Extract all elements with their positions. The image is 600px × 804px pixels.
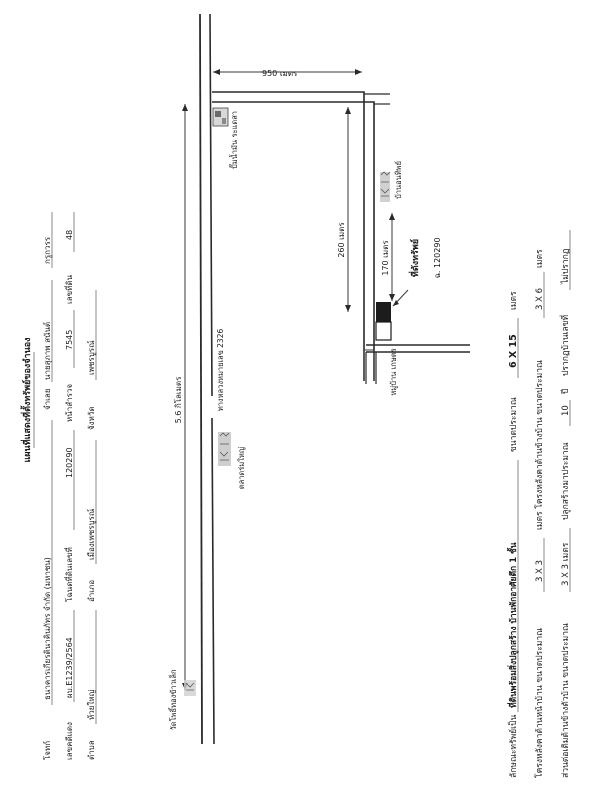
market-landmark-icon bbox=[218, 432, 231, 466]
province-prefix: จังหวัด bbox=[87, 406, 96, 430]
desc1-size: 6 X 15 bbox=[508, 334, 519, 368]
landmark-house-label: บ้านอนทิพย์ bbox=[394, 160, 403, 200]
landmark-village-label: หมู่บ้าน เกษตร bbox=[389, 348, 398, 396]
description-line-2 bbox=[534, 249, 545, 778]
property-marker bbox=[376, 302, 391, 340]
plaintiff-name: ธนาคารเกียรตินาคินภัทร จำกัด (มหาชน) bbox=[43, 557, 52, 700]
desc3-house: ไม่ปรากฏ bbox=[561, 248, 571, 284]
desc1-unit: เมตร bbox=[509, 291, 519, 310]
desc2-prefix: โครงหลังคาด้านหน้าบ้าน ขนาดประมาณ bbox=[535, 627, 545, 778]
landmark-temple-label: วัดโพธิ์ทองข้าวเล็ก bbox=[169, 669, 178, 731]
temple-landmark-icon bbox=[184, 680, 196, 696]
case-number: ผบ.E1239/2564 bbox=[65, 637, 74, 698]
house-landmark-icon bbox=[380, 172, 390, 202]
province: เพชรบูรณ์ bbox=[87, 340, 96, 375]
survey-number: 7545 bbox=[65, 329, 74, 350]
subdistrict-prefix: ตำบล bbox=[87, 740, 96, 760]
desc3-size: 3 X 3 เมตร bbox=[561, 542, 571, 586]
gas-station-icon bbox=[213, 108, 228, 126]
header-row-3 bbox=[86, 290, 97, 760]
dim-56-arrow-top bbox=[182, 104, 188, 111]
description-line-1 bbox=[506, 291, 519, 778]
district-prefix: อำเภอ bbox=[87, 579, 96, 602]
property-deed-label: ฉ. 120290 bbox=[433, 237, 442, 279]
dim-950-arrow-left bbox=[213, 69, 220, 75]
dim-260-label: 260 เมตร bbox=[337, 222, 346, 258]
survey-prefix: หน้าสำรวจ bbox=[65, 383, 74, 422]
desc1-prefix: ลักษณะทรัพย์เป็น bbox=[509, 714, 519, 778]
dim-170-arrow-bottom bbox=[389, 294, 395, 301]
case-prefix: เลขคดีแดง bbox=[65, 722, 74, 760]
highway-name-label: ทางหลวงหมายเลข 2326 bbox=[216, 328, 225, 412]
dim-950-arrow-right bbox=[355, 69, 362, 75]
highway-right-edge-bottom bbox=[212, 418, 214, 744]
highway-left-edge bbox=[200, 14, 202, 744]
plaintiff-prefix: โจทก์ bbox=[43, 740, 52, 760]
land-number: 48 bbox=[65, 229, 74, 240]
desc1-value: ที่ดินพร้อมสิ่งปลูกสร้าง บ้านพักอาศัยตึก 1 ชั้น bbox=[509, 542, 519, 708]
dim-56-label: 5.6 กิโลเมตร bbox=[174, 376, 183, 424]
subdistrict: ห้วยใหญ่ bbox=[87, 689, 96, 720]
desc2-unit: เมตร bbox=[535, 249, 545, 268]
dim-260-arrow-bottom bbox=[345, 305, 351, 312]
landmark-market-label: ตลาดร่มใหญ่ bbox=[237, 446, 246, 490]
desc3-prefix: ส่วนต่อเติมด้านข้างตัวบ้าน ขนาดประมาณ bbox=[561, 623, 571, 778]
desc2-mid: เมตร โครงหลังคาด้านข้างบ้าน ขนาดประมาณ bbox=[535, 360, 545, 530]
header-row-2 bbox=[63, 212, 74, 760]
desc2-size2: 3 X 6 bbox=[535, 287, 545, 310]
desc2-size: 3 X 3 bbox=[535, 559, 545, 582]
header-row-1 bbox=[42, 212, 53, 760]
defendant-with: กรูกวรร bbox=[43, 236, 52, 264]
dim-170-label: 170 เมตร bbox=[381, 240, 390, 276]
description-line-3 bbox=[559, 230, 571, 778]
property-label: ที่ดังทรัพย์ bbox=[411, 238, 421, 278]
dim-950-label: 950 เมตร bbox=[262, 69, 298, 78]
landmark-top-label: ปั๊มน้ำมัน ระแดสา bbox=[230, 110, 239, 170]
desc3-mid: ปลูกสร้างมาประมาณ bbox=[561, 442, 571, 520]
defendant-prefix: จำเลย bbox=[43, 388, 52, 410]
deed-number: 120290 bbox=[65, 447, 74, 478]
dim-170-arrow-top bbox=[389, 213, 395, 220]
desc3-house-prefix: ปรากฏบ้านเลขที่ bbox=[561, 314, 571, 376]
document-title: แผนที่แสดงที่ตั้งทรัพย์ของจำนอง bbox=[23, 337, 33, 463]
defendant-name: นายสุภาพ สนันต์ bbox=[43, 321, 52, 380]
desc3-years-unit: ปี bbox=[561, 388, 571, 394]
desc3-years: 10 bbox=[561, 405, 571, 416]
deed-prefix: โฉนดที่ดินเลขที่ bbox=[65, 547, 74, 602]
highway-right-edge-top bbox=[210, 14, 212, 396]
district: เมืองเพชรบูรณ์ bbox=[87, 508, 96, 560]
dim-260-arrow-top bbox=[345, 107, 351, 114]
land-prefix: เลขที่ดิน bbox=[65, 274, 74, 304]
desc1-size-prefix: ขนาดประมาณ bbox=[509, 397, 519, 452]
